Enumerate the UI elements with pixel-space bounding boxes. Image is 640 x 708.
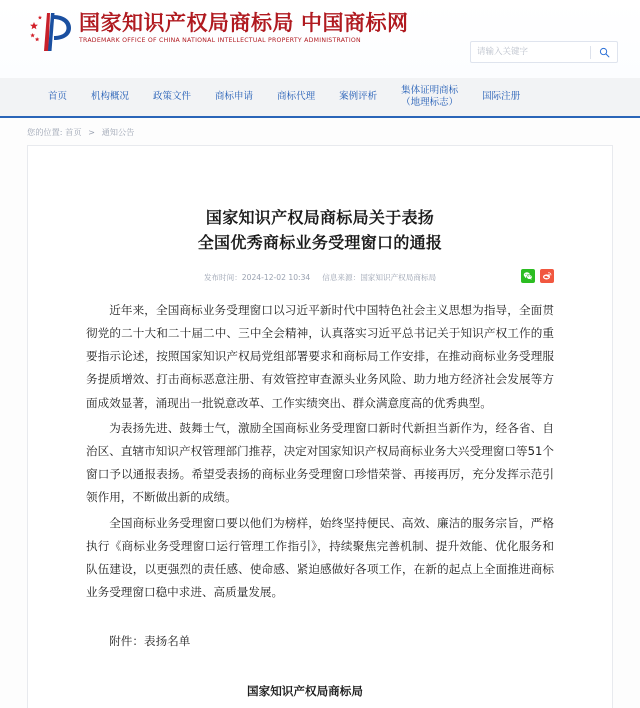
nav-item-trademark-agency[interactable]: [265, 91, 327, 103]
cnipa-trademark-logo-icon: [27, 9, 73, 55]
breadcrumb-separator: >: [88, 127, 95, 137]
search-box[interactable]: [470, 41, 618, 63]
search-input[interactable]: [471, 42, 590, 62]
nav-label: 案例评析: [339, 91, 378, 103]
article-paragraph: 为表扬先进、鼓舞士气，激励全国商标业务受理窗口新时代新担当新作为，经各省、自治区、直辖市知识产权管理部门推荐，决定对国家知识产权局商标业务大兴受理窗口等51个窗口予以通报表扬。希望受表扬的商标业务受理窗口珍惜荣誉、再接再厉，充分发挥示范引领作用，不断做出新的成绩。: [86, 420, 554, 505]
brand-title-cn-part2: 中国商标网: [301, 10, 409, 35]
article-card: [27, 145, 613, 708]
site-header: [0, 0, 640, 78]
signature: 国家知识产权局商标局: [247, 683, 363, 698]
nav-label: 政策文件: [153, 91, 192, 103]
weibo-share-icon[interactable]: [540, 269, 554, 283]
nav-item-home[interactable]: [36, 91, 79, 103]
nav-item-case-analysis[interactable]: [327, 91, 389, 103]
main-navigation: [0, 78, 640, 118]
search-icon: [599, 47, 610, 58]
nav-label: 国际注册: [482, 91, 521, 103]
breadcrumb-prefix: 您的位置:: [27, 127, 63, 137]
publish-time: 发布时间：2024-12-02 10:34: [203, 272, 311, 282]
brand-title-en: TRADEMARK OFFICE OF CHINA NATIONAL INTELLECTUAL PROPERTY ADMINISTRATION: [79, 37, 361, 45]
brand-title-cn: [79, 12, 409, 34]
nav-item-international-registration[interactable]: [470, 91, 532, 103]
article-paragraph: 全国商标业务受理窗口要以他们为榜样，始终坚持便民、高效、廉洁的服务宗旨，严格执行《商标业务受理窗口运行管理工作指引》，持续聚焦完善机制、提升效能、优化服务和队伍建设，以更强烈的责任感、使命感、紧迫感做好各项工作，在新的起点上全面推进商标业务受理窗口稳中求进、高质量发展。: [86, 515, 554, 600]
page-title-line2: 全国优秀商标业务受理窗口的通报: [197, 233, 443, 253]
article-paragraph: 近年来，全国商标业务受理窗口以习近平新时代中国特色社会主义思想为指导，全面贯彻党的二十大和二十届二中、三中全会精神，认真落实习近平总书记关于知识产权工作的重要指示论述，按照国家知识产权局党组部署要求和商标局工作安排，在推动商标业务受理服务提质增效、打击商标恶意注册、有效管控审查源头业务风险、助力地方经济社会发展等方面成效显著，涌现出一批锐意改革、工作实绩突出、群众满意度高的优秀典型。: [86, 302, 554, 410]
brand-text-block: [79, 9, 409, 44]
nav-label: 首页: [48, 91, 68, 103]
page-title-line1: 国家知识产权局商标局关于表扬: [205, 207, 435, 227]
nav-label: 商标代理: [277, 91, 316, 103]
nav-label: 集体证明商标: [401, 85, 459, 97]
nav-item-trademark-application[interactable]: [203, 91, 265, 103]
page-title: [28, 185, 612, 256]
nav-label: 机构概况: [91, 91, 130, 103]
search-button[interactable]: [591, 42, 617, 62]
nav-item-organization[interactable]: [79, 91, 141, 103]
brand-title-cn-part1: 国家知识产权局商标局: [79, 10, 294, 35]
attachment-label[interactable]: 附件：表扬名单: [109, 634, 191, 649]
nav-item-policy-documents[interactable]: [141, 91, 203, 103]
nav-label: 商标申请: [215, 91, 254, 103]
breadcrumb: [0, 118, 640, 145]
breadcrumb-current[interactable]: 通知公告: [101, 127, 135, 137]
wechat-share-icon[interactable]: [521, 269, 535, 283]
card-spacer: [86, 703, 554, 708]
share-buttons: [521, 269, 554, 283]
article-body: [28, 283, 612, 708]
site-brand[interactable]: [27, 9, 409, 55]
nav-label-secondary: （地理标志）: [401, 97, 459, 108]
nav-item-collective-certification-mark[interactable]: [389, 85, 470, 108]
breadcrumb-home-link[interactable]: 首页: [65, 127, 82, 137]
source-label: 信息来源：国家知识产权局商标局: [322, 272, 437, 282]
article-meta: [28, 272, 612, 283]
